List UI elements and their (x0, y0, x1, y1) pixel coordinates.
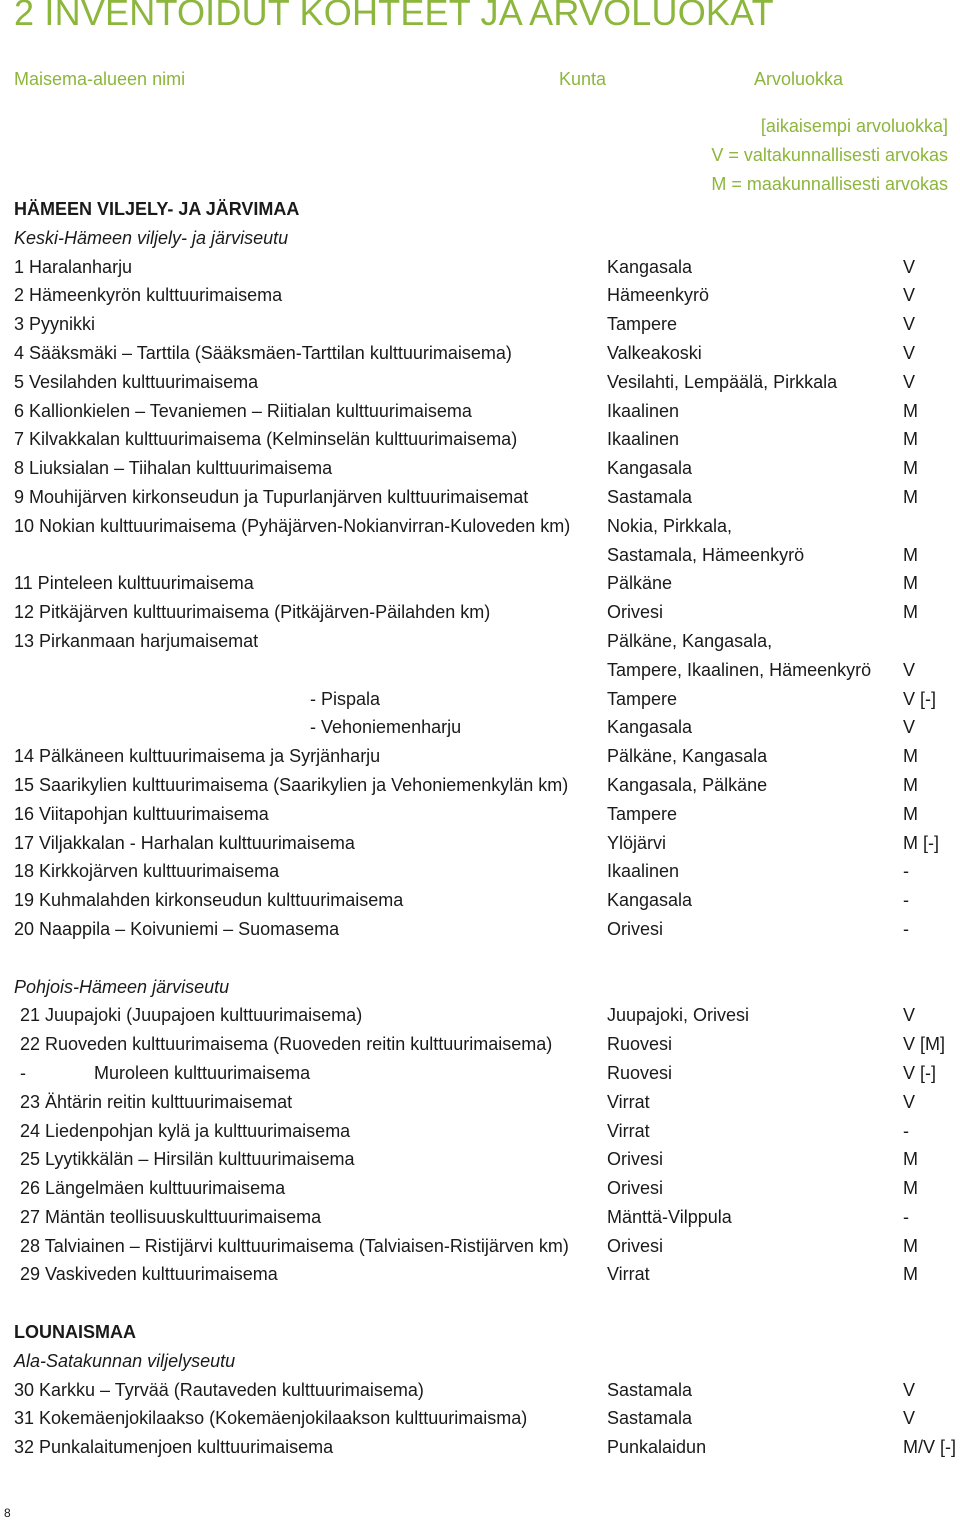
page-title: 2 INVENTOIDUT KOHTEET JA ARVOLUOKAT (14, 0, 774, 33)
list-item (14, 1030, 960, 1059)
item-municipality: Ikaalinen (607, 400, 680, 421)
list-item (14, 915, 960, 944)
item-value-class: V (903, 717, 916, 738)
item-municipality: Ruovesi (607, 1062, 673, 1083)
subarea-heading: Pohjois-Hämeen järviseutu (14, 976, 230, 997)
list-item (14, 656, 960, 685)
item-municipality: Sastamala (607, 1408, 693, 1429)
item-value-class: V (903, 371, 916, 392)
item-name: 2 Hämeenkyrön kulttuurimaisema (14, 285, 283, 306)
item-municipality: Kangasala (607, 717, 693, 738)
subarea-items (14, 1376, 960, 1462)
list-item (14, 1203, 960, 1232)
item-value-class: - (903, 918, 909, 939)
item-name: 31 Kokemäenjokilaakso (Kokemäenjokilaakson kulttuurimaisma) (14, 1408, 528, 1429)
legend-regional: M = maakunnallisesti arvokas (711, 174, 948, 194)
item-name: 25 Lyytikkälän – Hirsilän kulttuurimaisema (20, 1149, 355, 1170)
value-class-legend (711, 112, 948, 199)
item-value-class: M (903, 486, 918, 507)
item-municipality: Tampere (607, 314, 678, 335)
item-name: 4 Sääksmäki – Tarttila (Sääksmäen-Tarttilan kulttuurimaisema) (14, 342, 512, 363)
item-name: 18 Kirkkojärven kulttuurimaisema (14, 861, 280, 882)
item-municipality: Kangasala (607, 256, 693, 277)
item-municipality: Sastamala, Hämeenkyrö (607, 544, 805, 565)
item-municipality: Ikaalinen (607, 429, 680, 450)
list-item (14, 1117, 960, 1146)
list-item (14, 454, 960, 483)
column-header-name: Maisema-alueen nimi (14, 69, 186, 89)
item-value-class: - (903, 861, 909, 882)
item-value-class: M (903, 429, 918, 450)
list-item (14, 800, 960, 829)
item-municipality: Tampere (607, 688, 678, 709)
item-municipality: Orivesi (607, 602, 664, 623)
item-value-class: M (903, 1264, 918, 1285)
subarea-heading: Keski-Hämeen viljely- ja järviseutu (14, 227, 289, 248)
item-value-class: M/V [-] (903, 1437, 956, 1458)
item-name: 29 Vaskiveden kulttuurimaisema (20, 1264, 278, 1285)
item-value-class: V [-] (903, 1062, 937, 1083)
item-municipality: Pälkäne, Kangasala (607, 746, 768, 767)
item-municipality: Virrat (607, 1091, 650, 1112)
item-value-class: - (903, 1120, 909, 1141)
list-item (14, 253, 960, 282)
list-item (14, 1059, 960, 1088)
item-value-class: - (903, 890, 909, 911)
item-value-class: V (903, 256, 916, 277)
list-item (14, 1433, 960, 1462)
item-value-class: V (903, 1005, 916, 1026)
item-name: 5 Vesilahden kulttuurimaisema (14, 371, 259, 392)
item-municipality: Juupajoki, Orivesi (607, 1005, 750, 1026)
region-heading: LOUNAISMAA (14, 1322, 136, 1343)
item-value-class: V (903, 1091, 916, 1112)
item-municipality: Sastamala (607, 1379, 693, 1400)
list-item (14, 1145, 960, 1174)
item-name: 6 Kallionkielen – Tevaniemen – Riitialan kulttuurimaisema (14, 400, 472, 421)
item-municipality: Ylöjärvi (607, 832, 667, 853)
item-value-class: M (903, 803, 918, 824)
item-municipality: Orivesi (607, 1178, 664, 1199)
item-name: 15 Saarikylien kulttuurimaisema (Saarikylien ja Vehoniemenkylän km) (14, 774, 569, 795)
item-municipality: Mänttä-Vilppula (607, 1206, 732, 1227)
item-value-class: M [-] (903, 832, 939, 853)
item-value-class: M (903, 400, 918, 421)
item-name: 27 Mäntän teollisuuskulttuurimaisema (20, 1206, 322, 1227)
item-municipality: Kangasala, Pälkäne (607, 774, 768, 795)
item-municipality: Pälkäne (607, 573, 673, 594)
list-item (14, 627, 960, 656)
item-value-class: M (903, 602, 918, 623)
inventory-list (14, 195, 960, 1462)
item-name: 7 Kilvakkalan kulttuurimaisema (Kelminselän kulttuurimaisema) (14, 429, 518, 450)
item-name: 1 Haralanharju (14, 256, 133, 277)
item-value-class: M (903, 1235, 918, 1256)
item-name: 19 Kuhmalahden kirkonseudun kulttuurimaisema (14, 890, 404, 911)
item-name: 24 Liedenpohjan kylä ja kulttuurimaisema (20, 1120, 351, 1141)
item-value-class: V (903, 1379, 916, 1400)
item-municipality: Tampere, Ikaalinen, Hämeenkyrö (607, 659, 872, 680)
list-item (14, 368, 960, 397)
dash-marker: - (20, 1062, 26, 1083)
item-municipality: Vesilahti, Lempäälä, Pirkkala (607, 371, 838, 392)
list-item (14, 598, 960, 627)
item-value-class: V (903, 659, 916, 680)
item-value-class: M (903, 573, 918, 594)
item-name: - Vehoniemenharju (310, 717, 462, 738)
list-item (14, 742, 960, 771)
list-item (14, 397, 960, 426)
item-name: 14 Pälkäneen kulttuurimaisema ja Syrjänharju (14, 746, 381, 767)
list-item (14, 569, 960, 598)
list-item (14, 1088, 960, 1117)
item-municipality: Hämeenkyrö (607, 285, 710, 306)
list-item (14, 281, 960, 310)
item-value-class: M (903, 746, 918, 767)
item-name: 23 Ähtärin reitin kulttuurimaisemat (20, 1091, 293, 1112)
column-header-municipality: Kunta (559, 69, 607, 89)
list-item (14, 713, 960, 742)
item-municipality: Kangasala (607, 890, 693, 911)
item-municipality: Tampere (607, 803, 678, 824)
item-municipality: Ruovesi (607, 1034, 673, 1055)
item-name: 20 Naappila – Koivuniemi – Suomasema (14, 918, 340, 939)
item-municipality: Orivesi (607, 918, 664, 939)
item-name: 17 Viljakkalan - Harhalan kulttuurimaisema (14, 832, 355, 853)
item-value-class: V [-] (903, 688, 937, 709)
item-value-class: V (903, 285, 916, 306)
item-municipality: Pälkäne, Kangasala, (607, 630, 773, 651)
item-name: 13 Pirkanmaan harjumaisemat (14, 630, 259, 651)
item-value-class: V [M] (903, 1034, 946, 1055)
item-name: 22 Ruoveden kulttuurimaisema (Ruoveden reitin kulttuurimaisema) (20, 1034, 553, 1055)
list-item (14, 685, 960, 714)
subarea-items (14, 1001, 960, 1289)
item-value-class: M (903, 544, 918, 565)
item-name: 9 Mouhijärven kirkonseudun ja Tupurlanjärven kulttuurimaisemat (14, 486, 529, 507)
list-item (14, 483, 960, 512)
list-item (14, 541, 960, 570)
list-item (14, 771, 960, 800)
item-municipality: Punkalaidun (607, 1437, 707, 1458)
region-heading: HÄMEEN VILJELY- JA JÄRVIMAA (14, 199, 300, 219)
item-municipality: Nokia, Pirkkala, (607, 515, 733, 536)
item-municipality: Virrat (607, 1120, 650, 1141)
list-item (14, 512, 960, 541)
item-name: 30 Karkku – Tyrvää (Rautaveden kulttuurimaisema) (14, 1379, 424, 1400)
list-item (14, 1376, 960, 1405)
list-item (14, 339, 960, 368)
legend-previous-class: [aikaisempi arvoluokka] (760, 116, 948, 136)
item-value-class: - (903, 1206, 909, 1227)
item-municipality: Valkeakoski (607, 342, 702, 363)
item-value-class: M (903, 1149, 918, 1170)
list-item (14, 886, 960, 915)
subarea-items (14, 253, 960, 944)
item-value-class: V (903, 1408, 916, 1429)
list-item (14, 1174, 960, 1203)
item-name: - Pispala (310, 688, 381, 709)
item-name: 16 Viitapohjan kulttuurimaisema (14, 803, 269, 824)
item-name: 3 Pyynikki (14, 314, 96, 335)
item-value-class: M (903, 1178, 918, 1199)
item-municipality: Sastamala (607, 486, 693, 507)
item-name: 32 Punkalaitumenjoen kulttuurimaisema (14, 1437, 334, 1458)
item-value-class: M (903, 774, 918, 795)
item-name: - Muroleen kulttuurimaisema (20, 1059, 310, 1088)
item-value-class: M (903, 458, 918, 479)
page-number: 8 (4, 1506, 11, 1520)
item-name: 12 Pitkäjärven kulttuurimaisema (Pitkäjärven-Päilahden km) (14, 602, 491, 623)
list-item (14, 1232, 960, 1261)
item-name: 26 Längelmäen kulttuurimaisema (20, 1178, 286, 1199)
list-item (14, 1001, 960, 1030)
item-name: 10 Nokian kulttuurimaisema (Pyhäjärven-Nokianvirran-Kuloveden km) (14, 515, 571, 536)
item-municipality: Virrat (607, 1264, 650, 1285)
legend-national: V = valtakunnallisesti arvokas (711, 145, 948, 165)
list-item (14, 1404, 960, 1433)
item-municipality: Kangasala (607, 458, 693, 479)
list-item (14, 1260, 960, 1289)
list-item (14, 829, 960, 858)
item-municipality: Orivesi (607, 1149, 664, 1170)
item-name: 8 Liuksialan – Tiihalan kulttuurimaisema (14, 458, 333, 479)
subarea-heading: Ala-Satakunnan viljelyseutu (14, 1350, 236, 1371)
list-item (14, 425, 960, 454)
column-header-value-class: Arvoluokka (754, 69, 844, 89)
item-municipality: Ikaalinen (607, 861, 680, 882)
item-name: 21 Juupajoki (Juupajoen kulttuurimaisema) (20, 1005, 363, 1026)
list-item (14, 310, 960, 339)
item-name: 28 Talviainen – Ristijärvi kulttuurimaisema (Talviaisen-Ristijärven km) (20, 1235, 569, 1256)
list-item (14, 857, 960, 886)
item-name: 11 Pinteleen kulttuurimaisema (14, 573, 254, 594)
item-municipality: Orivesi (607, 1235, 664, 1256)
item-value-class: V (903, 342, 916, 363)
item-value-class: V (903, 314, 916, 335)
